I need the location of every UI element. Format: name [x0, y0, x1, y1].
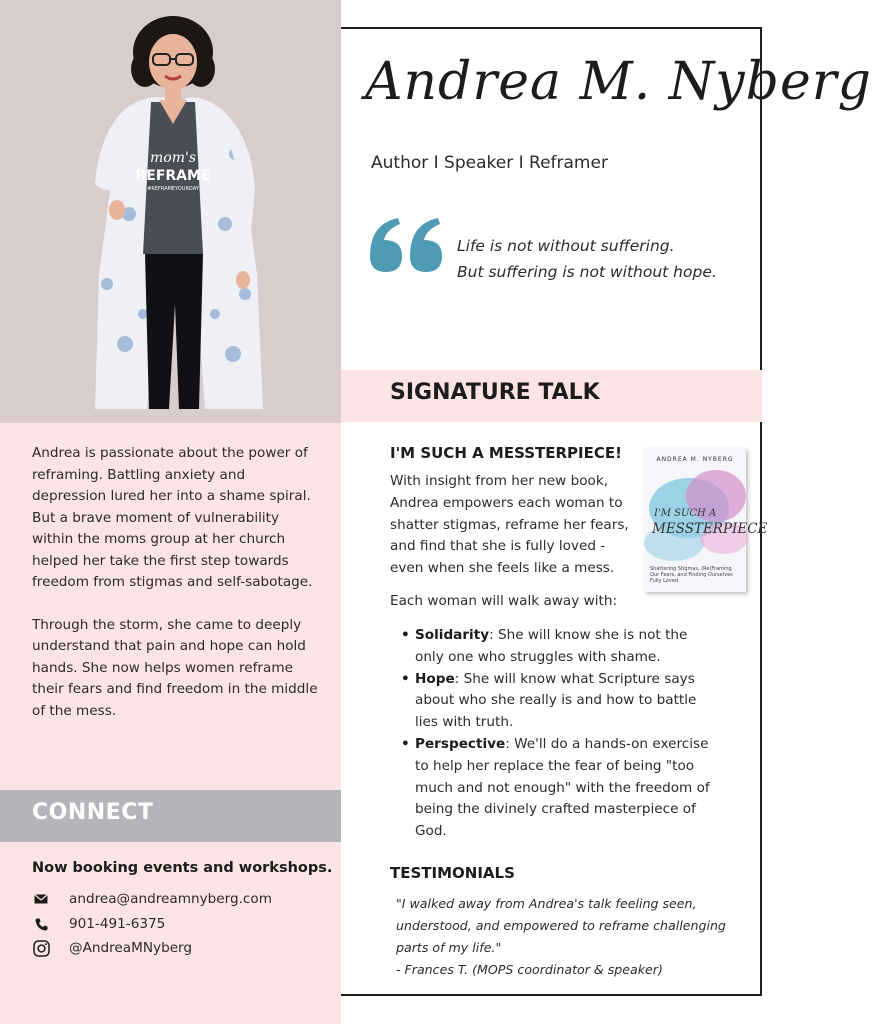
speaker-roles: Author I Speaker I Reframer: [371, 153, 608, 173]
contact-instagram-row[interactable]: [32, 939, 192, 957]
booking-text: Now booking events and workshops.: [32, 860, 333, 876]
takeaway-text: : She will know she is not the only one who struggles with shame.: [415, 627, 688, 665]
shirt-text-line3: #REFRAMEYOURDAY: [147, 186, 199, 192]
testimonial-quote: "I walked away from Andrea's talk feeling seen, understood, and empowered to reframe challenging parts of my life.": [396, 896, 726, 955]
contact-phone-row[interactable]: [32, 915, 165, 933]
quote-line-1: Life is not without suffering.: [457, 237, 675, 255]
testimonials-heading: TESTIMONIALS: [390, 864, 515, 882]
quote-text: [457, 233, 717, 285]
phone-number[interactable]: 901-491-6375: [69, 916, 166, 932]
bio-section: [32, 443, 322, 743]
shirt-text-line2: REFRAME: [135, 168, 211, 184]
book-title-line1: I'M SUCH A: [654, 508, 717, 519]
testimonial: [396, 893, 736, 981]
envelope-icon: [32, 890, 50, 908]
quote-line-2: But suffering is not without hope.: [457, 263, 717, 281]
email-link[interactable]: andrea@andreamnyberg.com: [69, 891, 272, 907]
book-subtitle: Shattering Stigmas, (Re)Framing Our Fears, and Finding Ourselves Fully Loved: [650, 566, 733, 584]
takeaway-text: : We'll do a hands-on exercise to help her replace the fear of being "too much and not enough" with the freedom of being the divinely crafted masterpiece of God.: [415, 735, 710, 840]
talk-description: With insight from her new book, Andrea empowers each woman to shatter stigmas, reframe her fears, and find that she is fully loved - even when she feels like a mess.: [390, 473, 629, 577]
speaker-name: Andrea M. Nyberg: [365, 52, 872, 112]
book-title-line2: MESSTERPIECE: [652, 521, 768, 537]
bio-paragraph-2: Through the storm, she came to deeply understand that pain and hope can hold hands. She now helps women reframe their fears and find freedom in the middle of the mess.: [32, 616, 318, 719]
takeaway-list: [415, 625, 715, 843]
list-item: [415, 734, 715, 843]
phone-icon: [32, 915, 50, 933]
speaker-photo: [85, 14, 275, 423]
takeaway-label: Hope: [415, 670, 455, 687]
takeaway-label: Perspective: [415, 735, 506, 752]
takeaway-text: : She will know what Scripture says about who she really is and how to battle lies with truth.: [415, 670, 697, 731]
connect-heading: CONNECT: [32, 800, 154, 825]
list-item: [415, 669, 715, 734]
book-author: ANDREA M. NYBERG: [656, 456, 734, 463]
walk-away-intro: Each woman will walk away with:: [390, 593, 618, 609]
bio-paragraph-1: Andrea is passionate about the power of reframing. Battling anxiety and depression lured her into a shame spiral. But a brave moment of vulnerability within the moms group at her church helped her take the first step towards freedom from stigmas and self-sabotage.: [32, 445, 313, 590]
takeaway-label: Solidarity: [415, 627, 490, 643]
shirt-text-line1: mom's: [149, 150, 197, 166]
instagram-icon: [32, 939, 50, 957]
talk-title: I'M SUCH A MESSTERPIECE!: [390, 444, 622, 462]
contact-email-row[interactable]: [32, 890, 272, 908]
instagram-handle[interactable]: @AndreaMNyberg: [69, 940, 193, 956]
testimonial-attribution: - Frances T. (MOPS coordinator & speaker): [396, 962, 663, 977]
book-cover: [644, 448, 768, 592]
signature-talk-heading: SIGNATURE TALK: [390, 380, 600, 405]
list-item: [415, 625, 715, 669]
quote-icon: [368, 216, 444, 274]
